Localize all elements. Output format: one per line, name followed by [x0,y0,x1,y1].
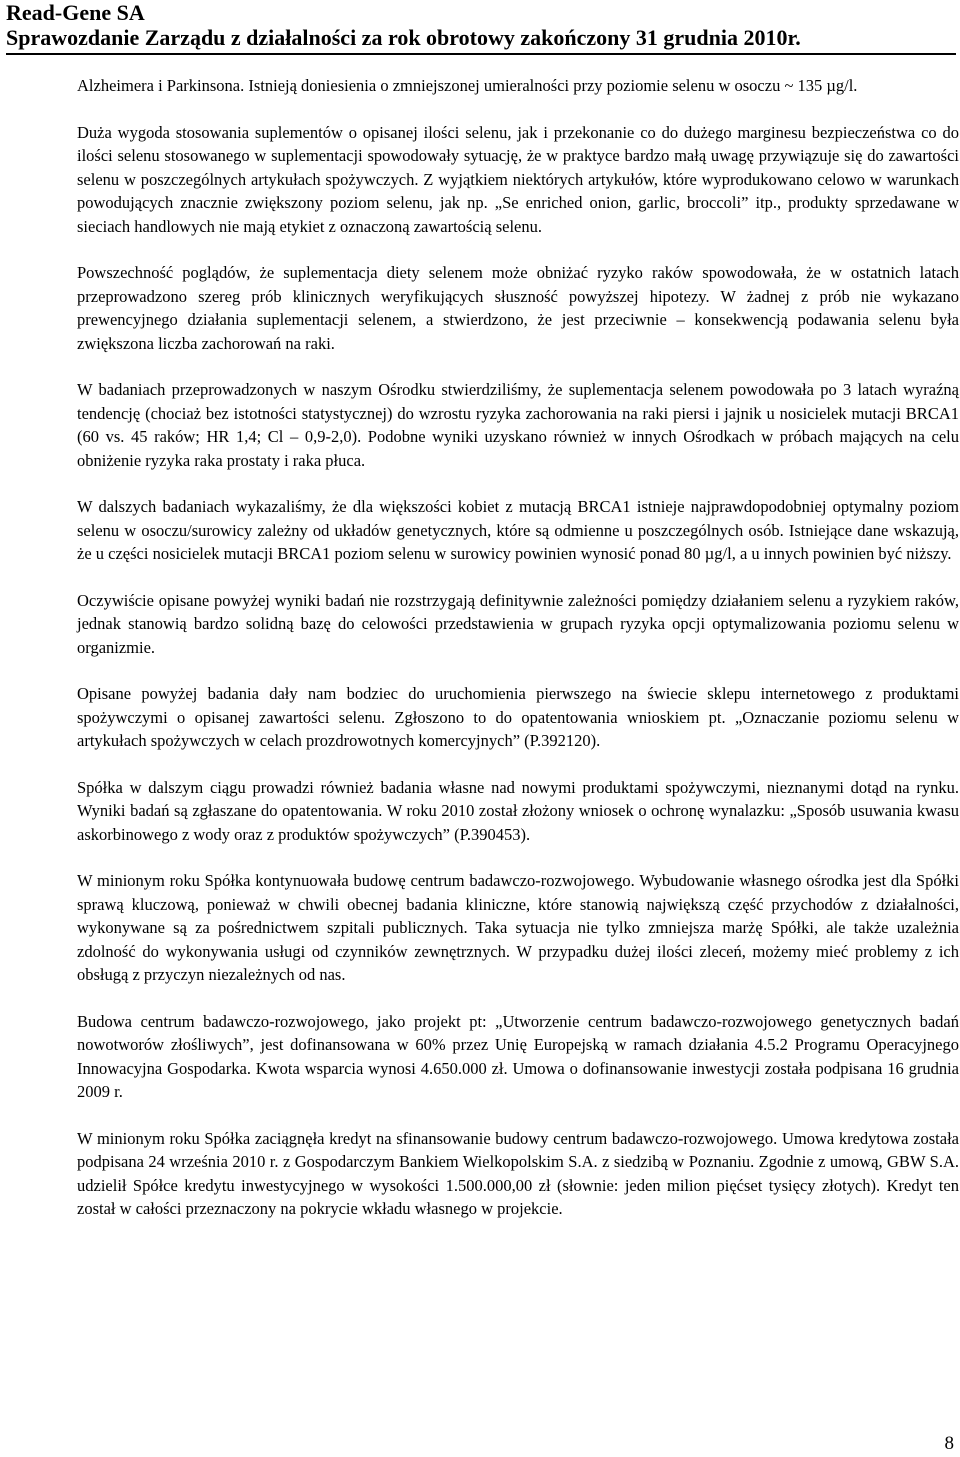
paragraph: W dalszych badaniach wykazaliśmy, że dla większości kobiet z mutacją BRCA1 istnieje najprawdopodobniej optymalny poziom selenu w osoczu/surowicy zależny od układów genetycznych, które są odmienne u poszczególnych osób. Istniejące dane wskazują, że u części nosicielek mutacji BRCA1 poziom selenu w surowicy powinien wynosić ponad 80 µg/l, a u innych powinien być niższy. [77,497,959,563]
paragraph: W badaniach przeprowadzonych w naszym Ośrodku stwierdziliśmy, że suplementacja selenem powodowała po 3 latach wyraźną tendencję (chociaż bez istotności statystycznej) do wzrostu ryzyka zachorowania na raki piersi i jajnik u nosicielek mutacji BRCA1 (60 vs. 45 raków; HR 1,4; Cl – 0,9-2,0). Podobne wyniki uzyskano również w innych Ośrodkach w próbach mających na celu obniżenie ryzyka raka prostaty i raka płuca. [77,380,959,470]
page-number: 8 [944,1433,954,1454]
company-name: Read-Gene SA [6,0,145,25]
paragraph: W minionym roku Spółka zaciągnęła kredyt na sfinansowanie budowy centrum badawczo-rozwojowego. Umowa kredytowa została podpisana 24 września 2010 r. z Gospodarczym Bankiem Wielkopolskim S.A. z siedzibą w Poznaniu. Zgodnie z umową, GBW S.A. udzielił Spółce kredytu inwestycyjnego w wysokości 1.500.000,00 zł (słownie: jeden milion pięćset tysięcy złotych). Kredyt ten został w całości przeznaczony na pokrycie wkładu własnego w projekcie. [77,1128,959,1218]
page-header [6,0,956,55]
paragraph: Spółka w dalszym ciągu prowadzi również badania własne nad nowymi produktami spożywczymi, nieznanymi dotąd na rynku. Wyniki badań są zgłaszane do opatentowania. W roku 2010 został złożony wniosek o ochronę wynalazku: „Sposób usuwania kwasu askorbinowego z wody oraz z produktów spożywczych” (P.390453). [77,777,959,844]
paragraph: Budowa centrum badawczo-rozwojowego, jako projekt pt: „Utworzenie centrum badawczo-rozwojowego genetycznych badań nowotworów złośliwych”, jest dofinansowana w 60% przez Unię Europejską w ramach działania 4.5.2 Programu Operacyjnego Innowacyjna Gospodarka. Kwota wsparcia wynosi 4.650.000 zł. Umowa o dofinansowanie inwestycji została podpisana 16 grudnia 2009 r. [77,1011,959,1101]
paragraph: Opisane powyżej badania dały nam bodziec do uruchomienia pierwszego na świecie sklepu internetowego z produktami spożywczymi o opisanej zawartości selenu. Zgłoszono to do opatentowania wnioskiem pt. „Oznaczanie poziomu selenu w artykułach spożywczych w celach prozdrowotnych komercyjnych” (P.392120). [77,684,959,750]
paragraph: Alzheimera i Parkinsona. Istnieją doniesienia o zmniejszonej umieralności przy poziomie selenu w osoczu ~ 135 µg/l. [77,76,858,95]
document-body [77,74,959,1244]
paragraph: W minionym roku Spółka kontynuowała budowę centrum badawczo-rozwojowego. Wybudowanie własnego ośrodka jest dla Spółki sprawą kluczową, ponieważ w chwili obecnej badania kliniczne, które stanowią największą część przychodów z działalności, wykonywane są za pośrednictwem szpitali publicznych. Taka sytuacja nie tylko zmniejsza marżę Spółki, ale także uzależnia zdolność do wykonywania usługi od czynników zewnętrznych. W przypadku dużej ilości zleceń, możemy mieć problemy z ich obsługą z przyczyn niezależnych od nas. [77,871,959,984]
paragraph: Oczywiście opisane powyżej wyniki badań nie rozstrzygają definitywnie zależności pomiędzy działaniem selenu a ryzykiem raków, jednak stanowią bardzo solidną bazę do celowości przedstawienia w grupach ryzyka opcji optymalizowania poziomu selenu w organizmie. [77,590,959,657]
paragraph: Powszechność poglądów, że suplementacja diety selenem może obniżać ryzyko raków spowodowała, że w ostatnich latach przeprowadzono szereg prób klinicznych weryfikujących słuszność powyższej hipotezy. W żadnej z prób nie wykazano prewencyjnego działania suplementacji selenem, a stwierdzono, że jest przeciwnie – konsekwencją podawania selenu była zwiększona liczba zachorowań na raki. [77,263,959,353]
paragraph: Duża wygoda stosowania suplementów o opisanej ilości selenu, jak i przekonanie co do dużego marginesu bezpieczeństwa co do ilości selenu stosowanego w suplementacji spowodowały sytuację, że w praktyce bardzo małą uwagę przywiązuje się do zawartości selenu w poszczególnych artykułach spożywczych. Z wyjątkiem niektórych artykułów, które wyprodukowano celowo w warunkach powodujących znacznie zwiększony poziom selenu, jak np. „Se enriched onion, garlic, broccoli” itp., produkty sprzedawane w sieciach handlowych nie mają etykiet z oznaczoną zawartością selenu. [77,122,959,236]
report-title: Sprawozdanie Zarządu z działalności za rok obrotowy zakończony 31 grudnia 2010r. [6,25,956,55]
